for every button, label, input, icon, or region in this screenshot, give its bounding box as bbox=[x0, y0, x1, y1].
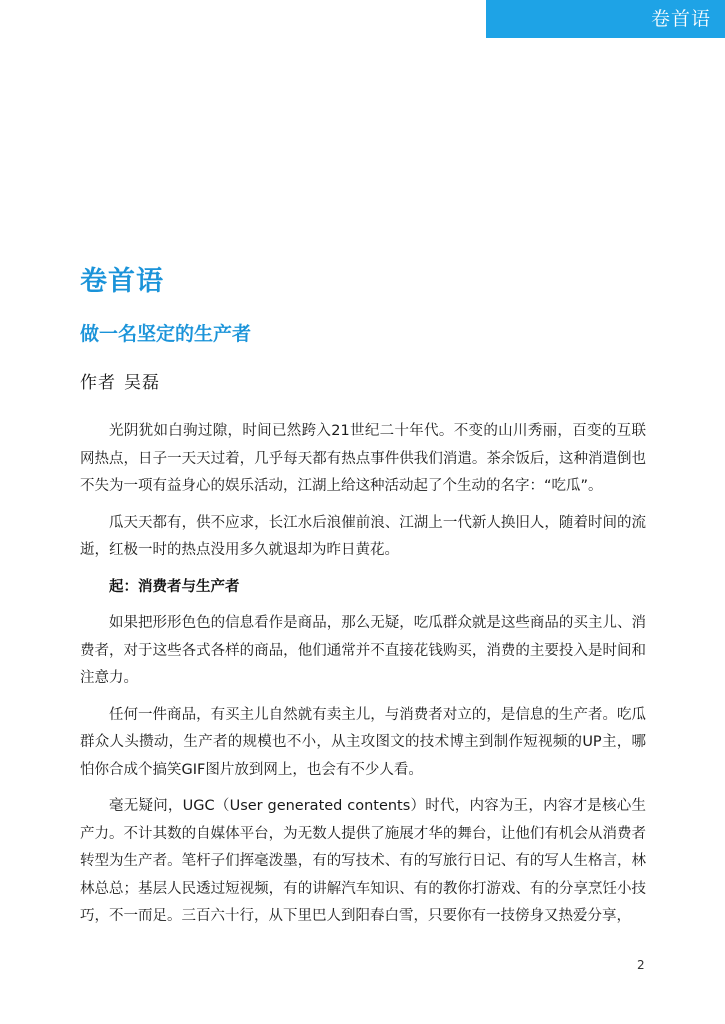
section-header-tab bbox=[486, 0, 725, 38]
section-label: 卷首语 bbox=[650, 8, 711, 30]
page-title: 卷首语 bbox=[80, 266, 164, 297]
author-line bbox=[80, 368, 160, 393]
article-body bbox=[80, 418, 646, 940]
article-subtitle: 做一名坚定的生产者 bbox=[80, 323, 252, 345]
page-number: 2 bbox=[637, 958, 645, 972]
section-heading: 起：消费者与生产者 bbox=[109, 578, 240, 595]
paragraph: 毫无疑问，UGC（User generated contents）时代，内容为王，内容才是核心生产力。不计其数的自媒体平台，为无数人提供了施展才华的舞台，让他们有机会从消费者转型为生产者。笔杆子们挥毫泼墨，有的写技术、有的写旅行日记、有的写人生格言，林林总总；基层人民透过短视频，有的讲解汽车知识、有的教你打游戏、有的分享烹饪小技巧，不一而足。三百六十行，从下里巴人到阳春白雪，只要你有一技傍身又热爱分享， bbox=[80, 798, 646, 924]
paragraph: 瓜天天都有，供不应求，长江水后浪催前浪、江湖上一代新人换旧人，随着时间的流逝，红极一时的热点没用多久就退却为昨日黄花。 bbox=[80, 514, 646, 558]
paragraph: 光阴犹如白驹过隙，时间已然跨入21世纪二十年代。不变的山川秀丽，百变的互联网热点，日子一天天过着，几乎每天都有热点事件供我们消遣。茶余饭后，这种消遣倒也不失为一项有益身心的娱乐活动，江湖上给这种活动起了个生动的名字：“吃瓜”。 bbox=[80, 423, 646, 494]
paragraph: 任何一件商品，有买主儿自然就有卖主儿，与消费者对立的，是信息的生产者。吃瓜群众人头攒动，生产者的规模也不小，从主攻图文的技术博主到制作短视频的UP主，哪怕你合成个搞笑GIF图片放到网上，也会有不少人看。 bbox=[80, 706, 646, 778]
author-name: 吴磊 bbox=[124, 373, 160, 393]
author-label: 作者 bbox=[80, 373, 116, 393]
paragraph: 如果把形形色色的信息看作是商品，那么无疑，吃瓜群众就是这些商品的买主儿、消费者，对于这些各式各样的商品，他们通常并不直接花钱购买，消费的主要投入是时间和注意力。 bbox=[80, 615, 646, 686]
